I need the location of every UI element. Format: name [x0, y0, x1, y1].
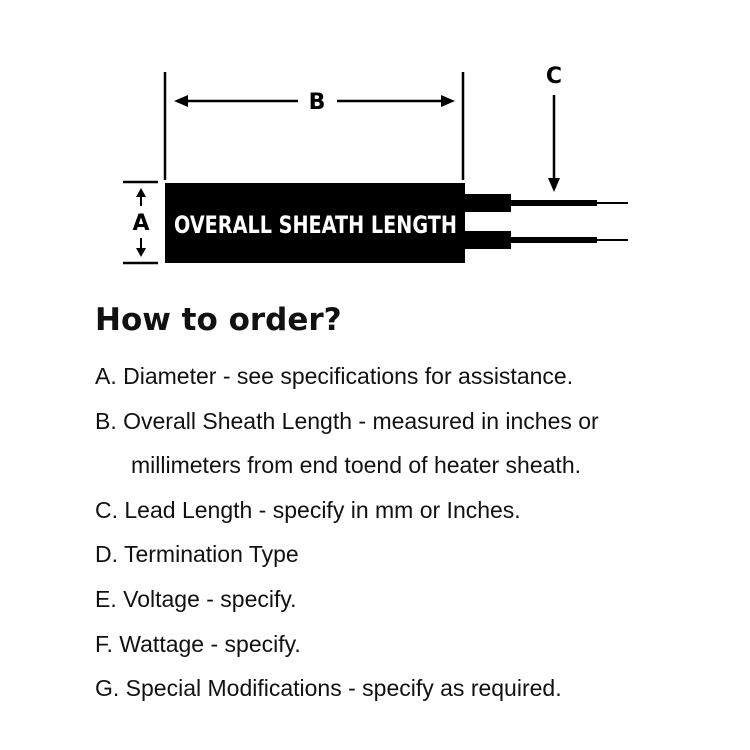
b-arrowhead-right	[441, 95, 455, 107]
c-label: C	[545, 64, 563, 89]
b-arrowhead-left	[174, 95, 188, 107]
a-arrowhead-bottom	[136, 248, 146, 257]
sheath-label: OVERALL SHEATH LENGTH	[174, 211, 457, 239]
list-item-lead-length: C. Lead Length - specify in mm or Inches.	[95, 496, 521, 523]
b-label: B	[308, 90, 326, 115]
a-arrowhead-top	[136, 188, 146, 197]
list-item-termination-type: D. Termination Type	[95, 541, 299, 568]
list-item-sheath-length: B. Overall Sheath Length - measured in inches or	[95, 407, 599, 434]
lead-wire-top-insulation	[465, 194, 511, 212]
a-label: A	[132, 211, 150, 236]
list-item-sheath-length-continued: millimeters from end toend of heater sheath.	[131, 452, 582, 479]
list-item-wattage: F. Wattage - specify.	[95, 630, 301, 657]
page-heading: How to order?	[95, 302, 342, 338]
c-arrowhead	[548, 178, 560, 192]
list-item-diameter: A. Diameter - see specifications for assistance.	[95, 363, 574, 389]
list-item-special-modifications: G. Special Modifications - specify as required.	[95, 675, 562, 702]
lead-wire-bottom-insulation	[465, 231, 511, 249]
list-item-voltage: E. Voltage - specify.	[95, 585, 297, 612]
heater-dimension-diagram	[0, 0, 750, 290]
order-instructions-list	[95, 354, 599, 711]
